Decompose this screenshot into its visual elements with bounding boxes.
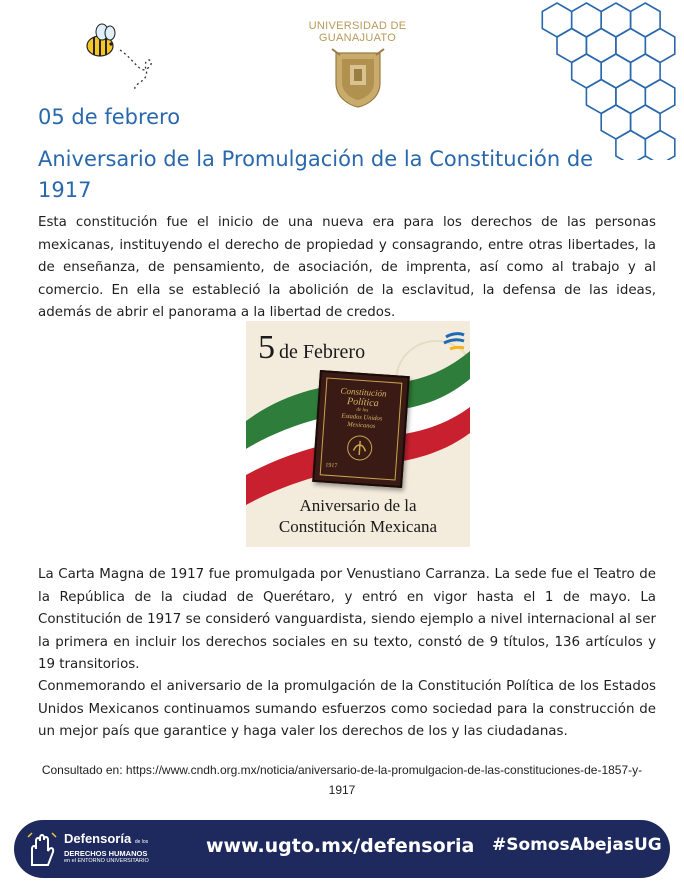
hexagon-shape	[645, 131, 675, 161]
book-title-line4: Estados Unidos	[341, 412, 383, 423]
website-link[interactable]: www.ugto.mx/defensoria	[206, 835, 475, 857]
honeycomb-pattern	[525, 0, 684, 160]
eagle-emblem-icon	[344, 432, 376, 464]
defensoria-logo	[26, 829, 176, 869]
figure-date	[258, 329, 365, 367]
book-title-line1: Constitución	[340, 385, 387, 399]
history-paragraph: La Carta Magna de 1917 fue promulgada por Venustiano Carranza. La sede fue el Teatro de la República de la ciudad de Querétaro, y entró en vigor hasta el 1 de mayo. La Constitución de 1917 se consideró vanguardista, siendo ejemplo a nivel internacional al ser la primera en incluir los derechos sociales en su texto, constó de 9 títulos, 136 artículos y 19 transitorios.	[38, 567, 656, 673]
figure-caption	[246, 495, 470, 537]
bee-icon	[80, 20, 170, 90]
hashtag-text: #SomosAbejasUG	[492, 835, 662, 855]
commemoration-paragraph: Conmemorando el aniversario de la promulgación de la Constitución Política de los Estados Unidos Mexicanos continuamos sumando esfuerzos como sociedad para la construcción de un mejor país que garantice y haga valer los derechos de los y las ciudadanas.	[38, 679, 656, 740]
page-title: Aniversario de la Promulgación de la Constitución de 1917	[38, 147, 594, 202]
footer-bar	[14, 820, 670, 878]
logo-small-text: de los	[134, 839, 149, 845]
book-year: 1917	[325, 462, 338, 470]
figure-caption-line2: Constitución Mexicana	[278, 517, 438, 536]
figure-date-text: de Febrero	[279, 341, 366, 363]
book-title-line3: de los	[356, 407, 369, 414]
date-title: 05 de febrero	[38, 105, 181, 129]
book-title-line5: Mexicanos	[346, 421, 376, 430]
logo-tagline: en el ENTORNO UNIVERSITARIO	[64, 858, 149, 864]
logo-subtitle: DERECHOS HUMANOS	[64, 849, 148, 858]
logo-title: Defensoría	[64, 831, 132, 846]
university-logo	[300, 20, 415, 110]
hand-logo-icon	[26, 831, 60, 867]
figure-caption-line1: Aniversario de la	[299, 496, 417, 515]
university-name-line1: UNIVERSIDAD DE	[308, 20, 407, 32]
intro-paragraph: Esta constitución fue el inicio de una nueva era para los derechos de las personas mexicanas, instituyendo el derecho de propiedad y consagrando, entre otras libertades, la de enseñanza, de pensamiento, de asociación, de imprenta, así como al trabajo y al comercio. En ella se estableció la abolición de la esclavitud, la defensa de las ideas, además de abrir el panorama a la libertad de credos.	[38, 215, 656, 321]
source-citation: Consultado en: https://www.cndh.org.mx/noticia/aniversario-de-la-promulgacion-de-las-constituciones-de-1857-y-1917	[41, 763, 643, 797]
book-title-line2: Política	[346, 395, 380, 410]
university-name-line2: GUANAJUATO	[318, 32, 397, 44]
constitution-book	[312, 370, 410, 488]
constitution-anniversary-image	[246, 321, 470, 547]
coat-of-arms-icon	[328, 47, 388, 109]
figure-date-number: 5	[258, 329, 275, 366]
